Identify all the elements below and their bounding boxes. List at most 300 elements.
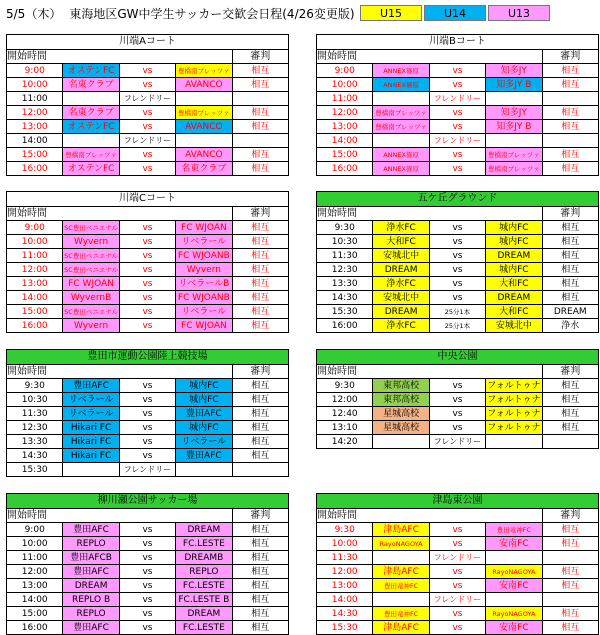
versus-label: vs bbox=[429, 78, 485, 92]
away-team: 豊橋南ブレッツァ bbox=[176, 106, 232, 120]
versus-label: vs bbox=[119, 64, 175, 78]
home-team: WyvernB bbox=[63, 291, 119, 305]
referee-value: 相互 bbox=[232, 305, 288, 319]
match-row bbox=[317, 551, 599, 565]
versus-label: vs bbox=[119, 449, 175, 463]
match-time: 15:30 bbox=[317, 621, 373, 635]
versus-label: vs bbox=[119, 565, 175, 579]
versus-label: vs bbox=[119, 579, 175, 593]
referee-value: 相互 bbox=[232, 120, 288, 134]
panel-gokegaoka bbox=[316, 191, 599, 333]
empty-cell bbox=[542, 551, 598, 565]
away-team: AVANCO bbox=[176, 78, 232, 92]
versus-label: 25分1本 bbox=[429, 319, 485, 333]
away-team: RayoNAGOYA bbox=[486, 607, 542, 621]
referee-value: 相互 bbox=[542, 393, 598, 407]
versus-label: vs bbox=[119, 379, 175, 393]
match-time: 13:00 bbox=[317, 579, 373, 593]
away-team: DREAM bbox=[486, 291, 542, 305]
versus-label: vs bbox=[119, 277, 175, 291]
venue-title: 津島東公園 bbox=[317, 494, 599, 509]
match-row bbox=[317, 120, 599, 134]
home-team: DREAM bbox=[373, 305, 429, 319]
match-time: 12:30 bbox=[7, 421, 63, 435]
referee-header: 審判 bbox=[542, 365, 598, 379]
referee-value: 相互 bbox=[232, 565, 288, 579]
referee-value: 相互 bbox=[542, 162, 598, 176]
match-time: 15:00 bbox=[7, 607, 63, 621]
home-team: SC豊田ベニエナル bbox=[63, 221, 119, 235]
page-title: 東海地区GW中学生サッカー交歓会日程(4/26変更版) bbox=[69, 6, 355, 21]
referee-value: 相互 bbox=[232, 277, 288, 291]
home-team: 津島AFC bbox=[373, 523, 429, 537]
referee-value: 相互 bbox=[232, 421, 288, 435]
match-row bbox=[7, 537, 289, 551]
away-team: 城内FC bbox=[176, 393, 232, 407]
away-team: 安城北中 bbox=[486, 319, 542, 333]
match-time: 9:00 bbox=[317, 64, 373, 78]
match-row bbox=[7, 565, 289, 579]
match-row bbox=[7, 120, 289, 134]
home-team: 名東クラブ bbox=[63, 78, 119, 92]
home-team: 安城北中 bbox=[373, 291, 429, 305]
referee-value: 相互 bbox=[232, 162, 288, 176]
match-row bbox=[7, 162, 289, 176]
match-time: 10:00 bbox=[317, 78, 373, 92]
match-time: 14:30 bbox=[317, 291, 373, 305]
referee-value: 相互 bbox=[232, 78, 288, 92]
away-team: AVANCO bbox=[176, 148, 232, 162]
referee-value: 相互 bbox=[542, 148, 598, 162]
match-row bbox=[317, 249, 599, 263]
referee-header: 審判 bbox=[232, 509, 288, 523]
versus-label: vs bbox=[429, 291, 485, 305]
match-time: 16:00 bbox=[7, 162, 63, 176]
home-team: 豊橋南ブレッツァ bbox=[373, 106, 429, 120]
match-time: 10:00 bbox=[7, 537, 63, 551]
match-time: 9:30 bbox=[7, 379, 63, 393]
versus-label: vs bbox=[429, 249, 485, 263]
match-time: 12:00 bbox=[317, 106, 373, 120]
home-team: 豊橋南ブレッツァ bbox=[63, 148, 119, 162]
referee-value: 相互 bbox=[232, 263, 288, 277]
home-team: 津島AFC bbox=[373, 565, 429, 579]
schedule-table bbox=[316, 191, 599, 333]
empty-cell bbox=[486, 551, 542, 565]
match-time: 12:00 bbox=[7, 263, 63, 277]
match-row bbox=[317, 134, 599, 148]
versus-label: vs bbox=[119, 551, 175, 565]
away-team: フォルトゥナ bbox=[487, 380, 541, 391]
versus-label: vs bbox=[119, 148, 175, 162]
referee-value: 相互 bbox=[232, 551, 288, 565]
away-team: FC WJOANB bbox=[176, 291, 232, 305]
referee-value: 相互 bbox=[232, 579, 288, 593]
schedule-table bbox=[316, 493, 599, 635]
versus-label: vs bbox=[429, 148, 485, 162]
match-row bbox=[317, 277, 599, 291]
match-time: 16:00 bbox=[317, 162, 373, 176]
versus-label: vs bbox=[119, 291, 175, 305]
versus-label: vs bbox=[429, 277, 485, 291]
versus-label: vs bbox=[429, 537, 485, 551]
versus-label: vs bbox=[119, 607, 175, 621]
home-team: 豊田AFCB bbox=[63, 551, 119, 565]
home-team: DREAM bbox=[373, 263, 429, 277]
match-time: 16:00 bbox=[317, 319, 373, 333]
referee-value: 相互 bbox=[232, 593, 288, 607]
versus-label: 25分1本 bbox=[429, 305, 485, 319]
match-time: 14:00 bbox=[317, 134, 373, 148]
match-time: 12:00 bbox=[7, 565, 63, 579]
match-time: 10:30 bbox=[317, 235, 373, 249]
panel-kawabata-c bbox=[6, 191, 289, 333]
match-row bbox=[7, 291, 289, 305]
versus-label: vs bbox=[119, 120, 175, 134]
referee-value: 相互 bbox=[232, 64, 288, 78]
referee-value: 相互 bbox=[232, 607, 288, 621]
home-team: リベラール bbox=[63, 393, 119, 407]
versus-label: vs bbox=[429, 221, 485, 235]
home-team: Hikari FC bbox=[63, 449, 119, 463]
versus-label: vs bbox=[429, 263, 485, 277]
match-time: 12:00 bbox=[317, 565, 373, 579]
venue-title-row bbox=[317, 35, 599, 50]
match-row bbox=[7, 221, 289, 235]
match-time: 12:30 bbox=[317, 263, 373, 277]
home-team: 豊田竜神FC bbox=[373, 607, 429, 621]
match-row bbox=[7, 579, 289, 593]
empty-cell bbox=[232, 134, 288, 148]
referee-value: 相互 bbox=[232, 249, 288, 263]
away-team: 大和FC bbox=[486, 305, 542, 319]
away-team: FC.LESTE bbox=[176, 621, 232, 635]
versus-label: vs bbox=[119, 162, 175, 176]
versus-label: vs bbox=[119, 221, 175, 235]
match-time: 16:00 bbox=[7, 621, 63, 635]
referee-value: 相互 bbox=[542, 235, 598, 249]
away-team: 城内FC bbox=[486, 221, 542, 235]
empty-cell bbox=[63, 134, 119, 148]
referee-value: 相互 bbox=[542, 221, 598, 235]
match-row bbox=[7, 593, 289, 607]
match-time: 13:00 bbox=[317, 120, 373, 134]
home-team: オステンFC bbox=[63, 162, 119, 176]
empty-cell bbox=[63, 463, 119, 477]
column-header-row bbox=[317, 207, 599, 221]
home-team: REPLO bbox=[63, 537, 119, 551]
referee-value: 相互 bbox=[232, 148, 288, 162]
friendly-label: フレンドリー bbox=[429, 551, 485, 565]
match-row bbox=[317, 221, 599, 235]
home-team: オステンFC bbox=[63, 120, 119, 134]
referee-value: 相互 bbox=[542, 78, 598, 92]
away-team: FC WJOANB bbox=[176, 249, 232, 263]
away-team: 豊田AFC bbox=[176, 407, 232, 421]
column-header-row bbox=[7, 365, 289, 379]
referee-value: 相互 bbox=[542, 249, 598, 263]
venue-title: 川端Cコート bbox=[7, 192, 289, 207]
venue-title-row bbox=[7, 35, 289, 50]
home-team: 豊田AFC bbox=[63, 523, 119, 537]
match-time: 13:00 bbox=[7, 277, 63, 291]
home-team: 名東クラブ bbox=[63, 106, 119, 120]
match-row bbox=[7, 235, 289, 249]
match-time: 14:20 bbox=[317, 435, 373, 449]
match-row bbox=[7, 263, 289, 277]
referee-value: 相互 bbox=[542, 263, 598, 277]
away-team: リベラールB bbox=[176, 277, 232, 291]
friendly-label: フレンドリー bbox=[119, 463, 175, 477]
match-row bbox=[317, 537, 599, 551]
legend-u15: U15 bbox=[360, 5, 422, 21]
match-row bbox=[7, 379, 289, 393]
referee-value: 相互 bbox=[232, 621, 288, 635]
empty-cell bbox=[176, 463, 232, 477]
match-time: 13:00 bbox=[7, 579, 63, 593]
match-row bbox=[7, 393, 289, 407]
away-team: 豊橋南ブレッツァ bbox=[486, 148, 542, 162]
empty-cell bbox=[176, 134, 232, 148]
referee-value: 相互 bbox=[542, 537, 598, 551]
versus-label: vs bbox=[429, 621, 485, 635]
away-team: 大和FC bbox=[486, 277, 542, 291]
empty-cell bbox=[486, 593, 542, 607]
empty-cell bbox=[63, 92, 119, 106]
venue-title-row bbox=[7, 494, 289, 509]
referee-header: 審判 bbox=[232, 365, 288, 379]
match-time: 10:30 bbox=[7, 393, 63, 407]
match-time: 14:00 bbox=[317, 593, 373, 607]
empty-cell bbox=[373, 593, 429, 607]
venue-title: 川端Bコート bbox=[317, 35, 599, 50]
away-team: DREAM bbox=[176, 607, 232, 621]
home-team: 浄水FC bbox=[373, 221, 429, 235]
away-team: 城内FC bbox=[176, 421, 232, 435]
referee-value: 相互 bbox=[232, 449, 288, 463]
away-team: 知多JY B bbox=[486, 78, 542, 92]
home-team: 豊橋南ブレッツァ bbox=[373, 120, 429, 134]
home-team: 安城北中 bbox=[373, 249, 429, 263]
match-time: 9:30 bbox=[317, 221, 373, 235]
panel-tsushima-east bbox=[316, 493, 599, 635]
referee-header: 審判 bbox=[542, 509, 598, 523]
home-team: 星城高校 bbox=[373, 407, 429, 421]
match-row bbox=[317, 579, 599, 593]
legend-u13: U13 bbox=[488, 5, 550, 21]
home-team: REPLO bbox=[63, 607, 119, 621]
referee-header: 審判 bbox=[232, 50, 288, 64]
match-row bbox=[7, 407, 289, 421]
home-team: 津島AFC bbox=[373, 621, 429, 635]
match-time: 14:30 bbox=[7, 449, 63, 463]
referee-value: 相互 bbox=[232, 291, 288, 305]
match-time: 14:30 bbox=[317, 607, 373, 621]
venue-title: 柳川瀬公園サッカー場 bbox=[7, 494, 289, 509]
match-row bbox=[317, 379, 599, 393]
versus-label: vs bbox=[429, 64, 485, 78]
away-team: フォルトゥナ bbox=[487, 394, 541, 405]
match-time: 11:00 bbox=[7, 92, 63, 106]
versus-label: vs bbox=[429, 393, 485, 407]
versus-label: vs bbox=[429, 607, 485, 621]
column-header-row bbox=[317, 365, 599, 379]
match-time: 15:30 bbox=[317, 305, 373, 319]
column-header-row bbox=[7, 207, 289, 221]
schedule-table bbox=[6, 34, 289, 176]
referee-value: 相互 bbox=[542, 607, 598, 621]
away-team: DREAM bbox=[176, 523, 232, 537]
home-team: 東邦高校 bbox=[373, 393, 429, 407]
away-team: 安南FC bbox=[486, 621, 542, 635]
start-time-header: 開始時間 bbox=[7, 50, 233, 64]
home-team: 浄水FC bbox=[373, 277, 429, 291]
friendly-label: フレンドリー bbox=[429, 593, 485, 607]
versus-label: vs bbox=[119, 421, 175, 435]
away-team: FC.LESTE B bbox=[176, 593, 232, 607]
home-team: SC豊田ベニエナル bbox=[63, 263, 119, 277]
home-team: ANNEX篠原 bbox=[373, 162, 429, 176]
home-team: FC WJOAN bbox=[63, 277, 119, 291]
referee-value: 相互 bbox=[542, 291, 598, 305]
empty-cell bbox=[542, 435, 598, 449]
home-team: 豊田AFC bbox=[63, 565, 119, 579]
match-row bbox=[317, 607, 599, 621]
away-team: フォルトゥナ bbox=[487, 408, 541, 419]
away-team: 城内FC bbox=[176, 379, 232, 393]
away-team: 豊田竜神FC bbox=[486, 523, 542, 537]
match-time: 14:00 bbox=[7, 291, 63, 305]
home-team: 豊田竜神FC bbox=[373, 579, 429, 593]
home-team: 東邦高校 bbox=[373, 379, 429, 393]
match-time: 11:30 bbox=[7, 407, 63, 421]
venue-title-row bbox=[317, 350, 599, 365]
referee-value: 相互 bbox=[542, 421, 598, 435]
away-team: リベラール bbox=[176, 235, 232, 249]
panel-toyota-stadium bbox=[6, 349, 289, 477]
match-row bbox=[317, 78, 599, 92]
match-time: 11:00 bbox=[317, 92, 373, 106]
referee-value: 相互 bbox=[542, 106, 598, 120]
match-row bbox=[7, 523, 289, 537]
referee-value: 相互 bbox=[542, 621, 598, 635]
versus-label: vs bbox=[119, 393, 175, 407]
home-team: ANNEX篠原 bbox=[373, 64, 429, 78]
away-team: 豊田AFC bbox=[176, 449, 232, 463]
match-row bbox=[317, 106, 599, 120]
away-team: REPLO bbox=[176, 565, 232, 579]
away-team: FC.LESTE bbox=[176, 537, 232, 551]
empty-cell bbox=[373, 435, 429, 449]
venue-title: 五ケ丘グラウンド bbox=[317, 192, 599, 207]
match-row bbox=[317, 148, 599, 162]
away-team: 城内FC bbox=[486, 235, 542, 249]
home-team: ANNEX篠原 bbox=[373, 78, 429, 92]
away-team: リベラール bbox=[176, 435, 232, 449]
referee-value: 相互 bbox=[542, 120, 598, 134]
empty-cell bbox=[542, 134, 598, 148]
venue-title-row bbox=[317, 494, 599, 509]
match-row bbox=[317, 621, 599, 635]
away-team: DREAMB bbox=[176, 551, 232, 565]
versus-label: vs bbox=[429, 523, 485, 537]
home-team: SC豊田ベニエナル bbox=[63, 249, 119, 263]
versus-label: vs bbox=[119, 407, 175, 421]
away-team: 豊橋南ブレッツァ bbox=[486, 162, 542, 176]
versus-label: vs bbox=[429, 106, 485, 120]
column-header-row bbox=[7, 509, 289, 523]
away-team: FC WJOAN bbox=[176, 319, 232, 333]
versus-label: vs bbox=[119, 523, 175, 537]
away-team: AVANCO bbox=[176, 120, 232, 134]
match-row bbox=[7, 106, 289, 120]
match-time: 13:00 bbox=[7, 120, 63, 134]
referee-value: 相互 bbox=[232, 221, 288, 235]
match-row bbox=[317, 435, 599, 449]
home-team: Wyvern bbox=[63, 235, 119, 249]
match-row bbox=[317, 291, 599, 305]
away-team: RayoNAGOYA bbox=[486, 565, 542, 579]
home-team: Hikari FC bbox=[63, 435, 119, 449]
home-team: Hikari FC bbox=[63, 421, 119, 435]
home-team: ANNEX篠原 bbox=[373, 148, 429, 162]
referee-value: 相互 bbox=[232, 379, 288, 393]
home-team: 大和FC bbox=[373, 235, 429, 249]
referee-value: 相互 bbox=[232, 523, 288, 537]
match-row bbox=[317, 565, 599, 579]
home-team: DREAM bbox=[63, 579, 119, 593]
away-team: リベラール bbox=[176, 305, 232, 319]
match-time: 13:30 bbox=[317, 277, 373, 291]
start-time-header: 開始時間 bbox=[7, 365, 233, 379]
match-time: 15:00 bbox=[317, 148, 373, 162]
match-time: 15:30 bbox=[7, 463, 63, 477]
referee-value: 相互 bbox=[542, 379, 598, 393]
versus-label: vs bbox=[119, 621, 175, 635]
schedule-table bbox=[316, 349, 599, 449]
referee-value: 相互 bbox=[232, 407, 288, 421]
start-time-header: 開始時間 bbox=[317, 207, 543, 221]
away-team: 知多JY bbox=[486, 106, 542, 120]
versus-label: vs bbox=[119, 593, 175, 607]
empty-cell bbox=[176, 92, 232, 106]
home-team: Wyvern bbox=[63, 319, 119, 333]
versus-label: vs bbox=[119, 319, 175, 333]
empty-cell bbox=[373, 551, 429, 565]
match-time: 9:30 bbox=[317, 523, 373, 537]
versus-label: vs bbox=[429, 421, 485, 435]
away-team: FC WJOAN bbox=[176, 221, 232, 235]
match-time: 10:00 bbox=[7, 78, 63, 92]
start-time-header: 開始時間 bbox=[317, 509, 543, 523]
versus-label: vs bbox=[429, 565, 485, 579]
referee-value: 相互 bbox=[542, 407, 598, 421]
match-time: 12:00 bbox=[7, 106, 63, 120]
match-row bbox=[7, 463, 289, 477]
match-row bbox=[7, 277, 289, 291]
match-row bbox=[317, 162, 599, 176]
match-row bbox=[317, 235, 599, 249]
empty-cell bbox=[486, 134, 542, 148]
match-time: 9:00 bbox=[7, 221, 63, 235]
versus-label: vs bbox=[119, 249, 175, 263]
away-team: DREAM bbox=[486, 249, 542, 263]
empty-cell bbox=[486, 92, 542, 106]
match-time: 16:00 bbox=[7, 319, 63, 333]
match-time: 13:30 bbox=[7, 435, 63, 449]
event-date: 5/5（木） bbox=[6, 6, 62, 21]
referee-value: 相互 bbox=[232, 435, 288, 449]
